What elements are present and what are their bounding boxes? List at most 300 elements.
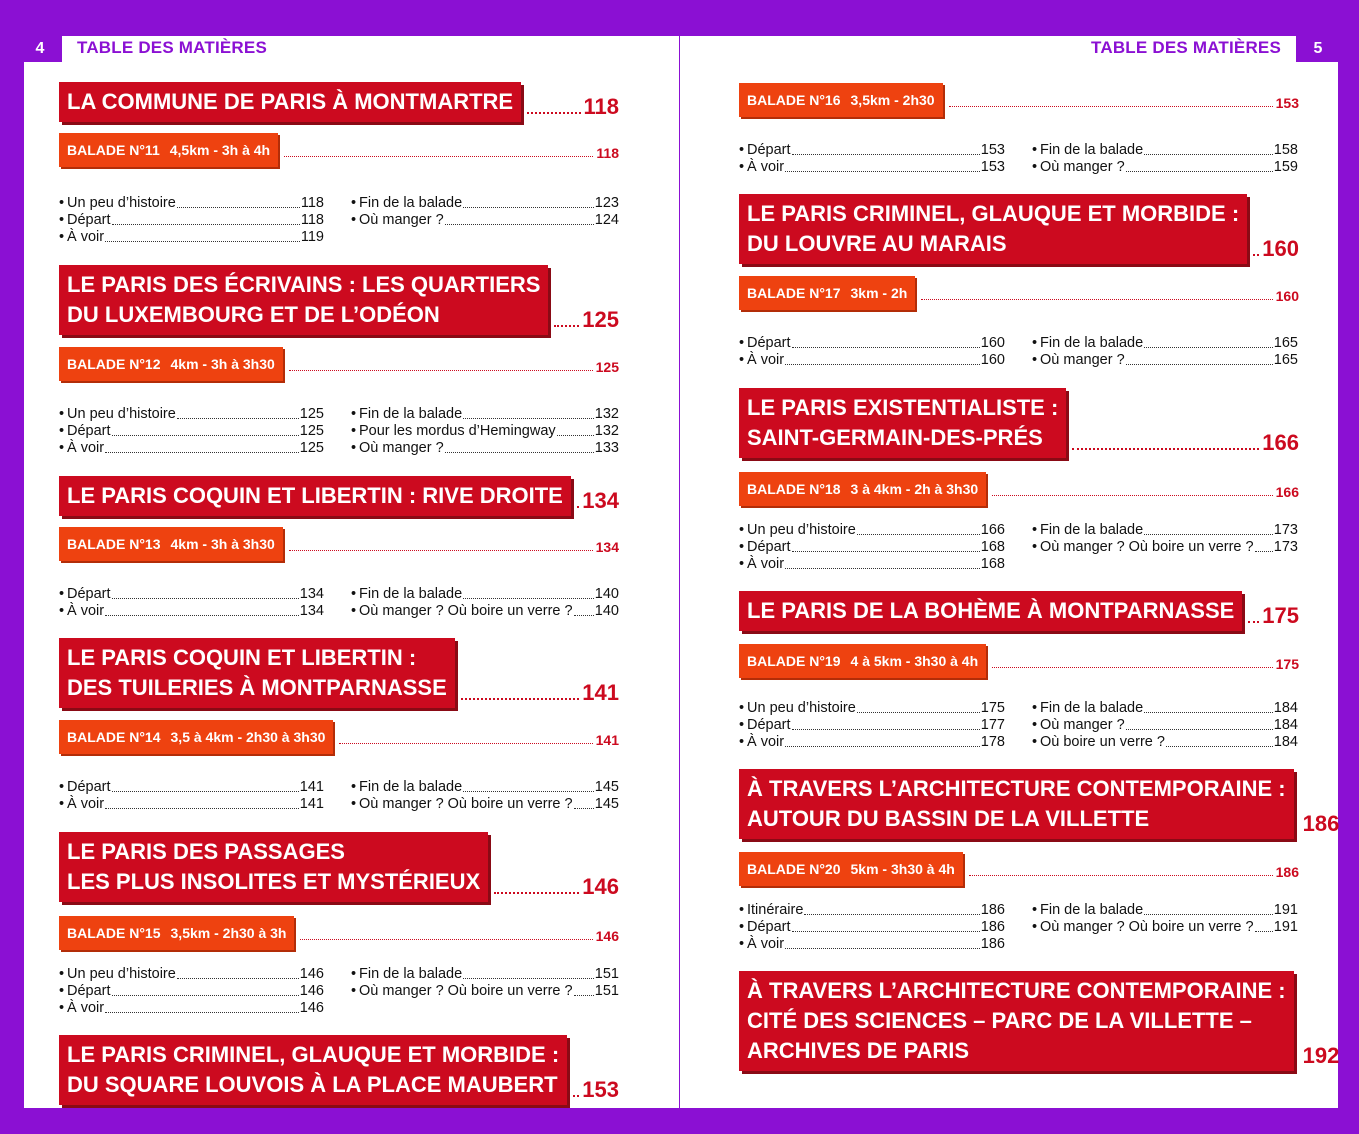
section-title-line: LE PARIS COQUIN ET LIBERTIN : RIVE DROITE <box>67 483 563 508</box>
section-page-link[interactable] <box>1248 599 1299 629</box>
toc-item[interactable] <box>351 779 619 796</box>
bullet: • <box>739 539 745 555</box>
dot-leader <box>463 978 594 979</box>
walk-number: BALADE N°16 <box>747 92 841 108</box>
section-title-line: À TRAVERS L’ARCHITECTURE CONTEMPORAINE : <box>747 776 1286 801</box>
section-title-box <box>739 194 1247 264</box>
toc-item[interactable] <box>739 142 1005 159</box>
walk-label-box <box>739 276 915 310</box>
walk-number: BALADE N°13 <box>67 536 161 552</box>
bullet: • <box>739 522 745 538</box>
toc-item-column <box>59 779 324 813</box>
section-title-box <box>59 1035 567 1105</box>
walk-info: 3,5km - 2h30 à 3h <box>170 925 287 941</box>
toc-item-column <box>739 700 1005 751</box>
section-title-line: LA COMMUNE DE PARIS À MONTMARTRE <box>67 89 514 114</box>
walk-page-link[interactable] <box>339 728 619 748</box>
bullet: • <box>351 603 357 619</box>
toc-item[interactable] <box>59 406 324 423</box>
dot-leader <box>1144 712 1273 713</box>
toc-item-label: Où manger ? Où boire un verre ? <box>1040 539 1254 555</box>
toc-item-page: 186 <box>980 936 1005 952</box>
walk-label-box <box>59 916 294 950</box>
toc-item[interactable] <box>739 717 1005 734</box>
walk-label-box <box>59 347 283 381</box>
toc-item-label: Fin de la balade <box>1040 522 1144 538</box>
bullet: • <box>739 919 745 935</box>
toc-item-label: Où manger ? <box>359 212 444 228</box>
section-title-box <box>739 388 1066 458</box>
section-page-link[interactable] <box>461 676 619 706</box>
bullet: • <box>59 423 65 439</box>
bullet: • <box>351 983 357 999</box>
dot-leader <box>554 325 579 327</box>
toc-item-column <box>351 966 619 1000</box>
toc-item-page: 146 <box>299 983 324 999</box>
dot-leader <box>177 418 299 419</box>
dot-leader <box>1255 551 1273 552</box>
toc-item-column <box>1032 335 1298 369</box>
bullet: • <box>351 406 357 422</box>
section-page-link[interactable] <box>1300 807 1340 837</box>
walk-page-number: 146 <box>595 928 619 944</box>
bullet: • <box>351 423 357 439</box>
toc-item-page: 132 <box>594 423 619 439</box>
toc-item-column <box>1032 700 1298 751</box>
toc-item-page: 123 <box>594 195 619 211</box>
dot-leader <box>574 615 594 616</box>
toc-item-column <box>59 586 324 620</box>
toc-item-page: 168 <box>980 556 1005 572</box>
toc-item-page: 134 <box>299 603 324 619</box>
section-title-box <box>739 769 1294 839</box>
toc-item[interactable] <box>351 586 619 603</box>
section-title-line: AUTOUR DU BASSIN DE LA VILLETTE <box>747 806 1150 831</box>
toc-item[interactable] <box>739 902 1005 919</box>
toc-item-label: Fin de la balade <box>1040 700 1144 716</box>
bullet: • <box>739 352 745 368</box>
toc-item-column <box>59 195 324 246</box>
toc-item-label: Où manger ? Où boire un verre ? <box>359 603 573 619</box>
toc-item-column <box>59 406 324 457</box>
bullet: • <box>1032 335 1038 351</box>
toc-item-label: À voir <box>747 936 785 952</box>
toc-item[interactable] <box>59 779 324 796</box>
toc-item-label: Départ <box>747 539 791 555</box>
bullet: • <box>351 195 357 211</box>
toc-item-label: Départ <box>67 423 111 439</box>
toc-item[interactable] <box>1032 919 1298 936</box>
toc-item[interactable] <box>59 603 324 620</box>
walk-number: BALADE N°15 <box>67 925 161 941</box>
section-page-link[interactable] <box>1253 232 1299 262</box>
section-page-number: 192 <box>1302 1043 1340 1068</box>
bullet: • <box>1032 717 1038 733</box>
section-page-link[interactable] <box>494 870 619 900</box>
toc-item-label: À voir <box>67 1000 105 1016</box>
section-title-line: SAINT-GERMAIN-DES-PRÉS <box>747 425 1043 450</box>
toc-item-label: Départ <box>67 983 111 999</box>
section-page-link[interactable] <box>1072 426 1299 456</box>
toc-item-label: À voir <box>747 734 785 750</box>
toc-item-page: 191 <box>1273 902 1298 918</box>
dot-leader <box>785 171 980 172</box>
toc-item-label: Un peu d’histoire <box>67 406 176 422</box>
toc-item[interactable] <box>351 983 619 1000</box>
dot-leader <box>992 495 1272 496</box>
right-header-title: TABLE DES MATIÈRES <box>1091 38 1281 57</box>
walk-number: BALADE N°18 <box>747 481 841 497</box>
section-page-link[interactable] <box>527 90 619 120</box>
dot-leader <box>300 939 592 940</box>
walk-info: 3,5km - 2h30 <box>850 92 935 108</box>
toc-item-page: 191 <box>1273 919 1298 935</box>
toc-item-label: Fin de la balade <box>359 406 463 422</box>
walk-info: 3,5 à 4km - 2h30 à 3h30 <box>170 729 326 745</box>
toc-item[interactable] <box>59 983 324 1000</box>
toc-item[interactable] <box>739 335 1005 352</box>
section-title-line: LE PARIS EXISTENTIALISTE : <box>747 395 1059 420</box>
toc-item[interactable] <box>351 406 619 423</box>
dot-leader <box>1253 254 1259 256</box>
toc-item[interactable] <box>739 734 1005 751</box>
bullet: • <box>59 1000 65 1016</box>
section-title-line: LE PARIS DE LA BOHÈME À MONTPARNASSE <box>747 598 1235 623</box>
toc-item-label: Départ <box>747 142 791 158</box>
dot-leader <box>857 534 980 535</box>
dot-leader <box>105 808 299 809</box>
bullet: • <box>59 195 65 211</box>
toc-item[interactable] <box>1032 734 1298 751</box>
dot-leader <box>1072 448 1259 450</box>
dot-leader <box>1255 931 1273 932</box>
toc-item-label: Où manger ? <box>1040 717 1125 733</box>
walk-page-number: 141 <box>595 732 619 748</box>
toc-item-label: Un peu d’histoire <box>747 700 856 716</box>
toc-item[interactable] <box>59 966 324 983</box>
section-title-line: DU LOUVRE AU MARAIS <box>747 231 1007 256</box>
toc-item-page: 118 <box>300 195 324 211</box>
toc-item-page: 153 <box>980 142 1005 158</box>
toc-item[interactable] <box>739 352 1005 369</box>
toc-item[interactable] <box>1032 700 1298 717</box>
dot-leader <box>1144 914 1273 915</box>
bullet: • <box>59 779 65 795</box>
toc-item-column <box>739 902 1005 953</box>
toc-item-label: Départ <box>747 335 791 351</box>
bullet: • <box>1032 352 1038 368</box>
bullet: • <box>739 902 745 918</box>
toc-item[interactable] <box>1032 335 1298 352</box>
toc-item[interactable] <box>1032 522 1298 539</box>
dot-leader <box>1166 746 1273 747</box>
dot-leader <box>577 506 579 508</box>
toc-item-label: Départ <box>67 212 111 228</box>
toc-item-label: Un peu d’histoire <box>67 195 176 211</box>
section-page-number: 134 <box>582 488 619 513</box>
toc-item[interactable] <box>1032 142 1298 159</box>
dot-leader <box>1248 621 1259 623</box>
toc-item-page: 125 <box>299 440 324 456</box>
toc-item-column <box>351 406 619 457</box>
dot-leader <box>112 995 299 996</box>
dot-leader <box>804 914 979 915</box>
walk-page-link[interactable] <box>949 91 1299 111</box>
toc-item-label: À voir <box>67 796 105 812</box>
toc-item-page: 146 <box>299 1000 324 1016</box>
dot-leader <box>1126 729 1273 730</box>
bullet: • <box>739 159 745 175</box>
toc-item-page: 178 <box>980 734 1005 750</box>
toc-item[interactable] <box>351 796 619 813</box>
toc-item-column <box>1032 902 1298 936</box>
toc-item-page: 186 <box>980 919 1005 935</box>
dot-leader <box>445 224 594 225</box>
left-header-title: TABLE DES MATIÈRES <box>77 38 267 57</box>
dot-leader <box>463 418 594 419</box>
dot-leader <box>1144 534 1273 535</box>
dot-leader <box>105 452 299 453</box>
walk-page-link[interactable] <box>992 652 1299 672</box>
toc-item-label: Où boire un verre ? <box>1040 734 1165 750</box>
toc-item-label: À voir <box>747 159 785 175</box>
bullet: • <box>739 717 745 733</box>
bullet: • <box>1032 142 1038 158</box>
bullet: • <box>1032 700 1038 716</box>
toc-item-label: Fin de la balade <box>1040 335 1144 351</box>
toc-item[interactable] <box>59 195 324 212</box>
toc-item-page: 151 <box>594 966 619 982</box>
toc-item[interactable] <box>351 423 619 440</box>
dot-leader <box>527 112 580 114</box>
section-page-number: 166 <box>1262 430 1299 455</box>
dot-leader <box>112 224 300 225</box>
toc-item[interactable] <box>59 440 324 457</box>
bullet: • <box>1032 902 1038 918</box>
dot-leader <box>785 746 980 747</box>
bullet: • <box>1032 734 1038 750</box>
toc-item-column <box>351 779 619 813</box>
toc-item[interactable] <box>739 539 1005 556</box>
dot-leader <box>557 435 594 436</box>
bullet: • <box>351 440 357 456</box>
section-page-number: 160 <box>1262 236 1299 261</box>
walk-info: 4 à 5km - 3h30 à 4h <box>850 653 979 669</box>
toc-item[interactable] <box>1032 352 1298 369</box>
toc-item-page: 140 <box>594 603 619 619</box>
dot-leader <box>921 299 1272 300</box>
toc-item-label: Départ <box>747 919 791 935</box>
toc-item-label: Un peu d’histoire <box>747 522 856 538</box>
toc-item-label: À voir <box>67 603 105 619</box>
dot-leader <box>445 452 594 453</box>
walk-page-link[interactable] <box>300 924 619 944</box>
walk-number: BALADE N°12 <box>67 356 161 372</box>
section-title-line: LE PARIS DES PASSAGES <box>67 839 345 864</box>
toc-item[interactable] <box>59 796 324 813</box>
toc-item-page: 145 <box>594 779 619 795</box>
bullet: • <box>351 586 357 602</box>
dot-leader <box>463 598 594 599</box>
dot-leader <box>949 106 1273 107</box>
dot-leader <box>105 241 300 242</box>
bullet: • <box>739 556 745 572</box>
bullet: • <box>739 335 745 351</box>
toc-item[interactable] <box>739 556 1005 573</box>
dot-leader <box>792 931 980 932</box>
toc-item-page: 175 <box>980 700 1005 716</box>
toc-item-label: Où manger ? Où boire un verre ? <box>359 796 573 812</box>
dot-leader <box>857 712 980 713</box>
section-page-link[interactable] <box>554 303 619 333</box>
bullet: • <box>739 734 745 750</box>
walk-page-link[interactable] <box>289 355 619 375</box>
walk-page-number: 125 <box>595 359 619 375</box>
toc-item-page: 151 <box>594 983 619 999</box>
toc-item[interactable] <box>1032 539 1298 556</box>
bullet: • <box>59 983 65 999</box>
walk-page-link[interactable] <box>289 535 619 555</box>
toc-item[interactable] <box>351 212 619 229</box>
section-title-line: DU SQUARE LOUVOIS À LA PLACE MAUBERT <box>67 1072 558 1097</box>
dot-leader <box>461 698 580 700</box>
toc-item-page: 140 <box>594 586 619 602</box>
section-page-link[interactable] <box>1300 1039 1340 1069</box>
toc-item[interactable] <box>1032 717 1298 734</box>
toc-item-page: 132 <box>594 406 619 422</box>
toc-item[interactable] <box>351 966 619 983</box>
toc-item-label: Itinéraire <box>747 902 804 918</box>
section-page-number: 141 <box>582 680 619 705</box>
toc-item-label: Où manger ? Où boire un verre ? <box>1040 919 1254 935</box>
section-page-link[interactable] <box>573 1073 619 1103</box>
toc-item-column <box>59 966 324 1017</box>
walk-page-number: 118 <box>596 145 619 161</box>
section-page-link[interactable] <box>577 484 619 514</box>
toc-item-page: 165 <box>1273 352 1298 368</box>
toc-item-page: 184 <box>1273 734 1298 750</box>
toc-item-page: 173 <box>1273 522 1298 538</box>
toc-item[interactable] <box>59 1000 324 1017</box>
walk-page-link[interactable] <box>992 480 1299 500</box>
section-page-number: 186 <box>1302 811 1340 836</box>
walk-info: 4km - 3h à 3h30 <box>170 356 275 372</box>
walk-page-number: 153 <box>1275 95 1299 111</box>
toc-item[interactable] <box>59 423 324 440</box>
section-title-line: LE PARIS CRIMINEL, GLAUQUE ET MORBIDE : <box>747 201 1240 226</box>
toc-item[interactable] <box>739 522 1005 539</box>
walk-label-box <box>59 527 283 561</box>
toc-item[interactable] <box>739 700 1005 717</box>
bullet: • <box>739 936 745 952</box>
left-page-number: 4 <box>18 36 62 62</box>
walk-info: 3 à 4km - 2h à 3h30 <box>850 481 979 497</box>
toc-item[interactable] <box>1032 902 1298 919</box>
dot-leader <box>792 347 980 348</box>
toc-item-label: Où manger ? Où boire un verre ? <box>359 983 573 999</box>
walk-label-box <box>739 852 963 886</box>
dot-leader <box>1126 364 1273 365</box>
walk-info: 5km - 3h30 à 4h <box>850 861 955 877</box>
bullet: • <box>739 142 745 158</box>
dot-leader <box>792 729 980 730</box>
toc-item[interactable] <box>351 195 619 212</box>
walk-number: BALADE N°17 <box>747 285 841 301</box>
toc-item-page: 141 <box>299 796 324 812</box>
section-title-box <box>739 591 1242 631</box>
toc-item-page: 160 <box>980 335 1005 351</box>
toc-item-page: 173 <box>1273 539 1298 555</box>
walk-label-box <box>739 83 943 117</box>
toc-item-label: Départ <box>67 586 111 602</box>
dot-leader <box>289 550 593 551</box>
toc-item-label: Où manger ? <box>1040 352 1125 368</box>
toc-item[interactable] <box>351 603 619 620</box>
walk-label-box <box>739 644 986 678</box>
dot-leader <box>992 667 1272 668</box>
toc-item[interactable] <box>739 919 1005 936</box>
toc-item[interactable] <box>739 159 1005 176</box>
walk-label-box <box>739 472 986 506</box>
walk-page-link[interactable] <box>921 284 1299 304</box>
toc-item-label: Où manger ? <box>1040 159 1125 175</box>
toc-item-label: À voir <box>67 229 105 245</box>
dot-leader <box>785 948 980 949</box>
toc-item-page: 146 <box>299 966 324 982</box>
toc-item-label: Un peu d’histoire <box>67 966 176 982</box>
bullet: • <box>59 796 65 812</box>
right-page-number: 5 <box>1296 36 1340 62</box>
toc-item[interactable] <box>59 586 324 603</box>
walk-page-number: 175 <box>1275 656 1299 672</box>
bullet: • <box>59 229 65 245</box>
dot-leader <box>494 892 579 894</box>
toc-item-page: 159 <box>1273 159 1298 175</box>
walk-page-link[interactable] <box>969 860 1299 880</box>
toc-item[interactable] <box>351 440 619 457</box>
toc-item[interactable] <box>59 212 324 229</box>
toc-item[interactable] <box>739 936 1005 953</box>
toc-item-label: Fin de la balade <box>359 195 463 211</box>
section-title-line: DES TUILERIES À MONTPARNASSE <box>67 675 447 700</box>
section-title-box <box>59 476 571 516</box>
dot-leader <box>792 551 980 552</box>
toc-item[interactable] <box>59 229 324 246</box>
dot-leader <box>284 156 593 157</box>
toc-item-page: 118 <box>300 212 324 228</box>
bullet: • <box>59 966 65 982</box>
walk-number: BALADE N°20 <box>747 861 841 877</box>
toc-item-label: Fin de la balade <box>359 586 463 602</box>
section-page-number: 175 <box>1262 603 1299 628</box>
walk-page-link[interactable] <box>284 141 619 161</box>
toc-item-label: À voir <box>747 352 785 368</box>
bullet: • <box>351 779 357 795</box>
section-title-box <box>59 82 521 122</box>
toc-item-column <box>351 586 619 620</box>
dot-leader <box>785 364 980 365</box>
walk-page-number: 160 <box>1275 288 1299 304</box>
toc-item[interactable] <box>1032 159 1298 176</box>
walk-info: 4km - 3h à 3h30 <box>170 536 275 552</box>
section-title-line: LE PARIS COQUIN ET LIBERTIN : <box>67 645 417 670</box>
dot-leader <box>339 743 592 744</box>
bullet: • <box>59 603 65 619</box>
walk-info: 3km - 2h <box>850 285 908 301</box>
section-title-line: LE PARIS CRIMINEL, GLAUQUE ET MORBIDE : <box>67 1042 560 1067</box>
dot-leader <box>573 1095 579 1097</box>
dot-leader <box>177 978 299 979</box>
